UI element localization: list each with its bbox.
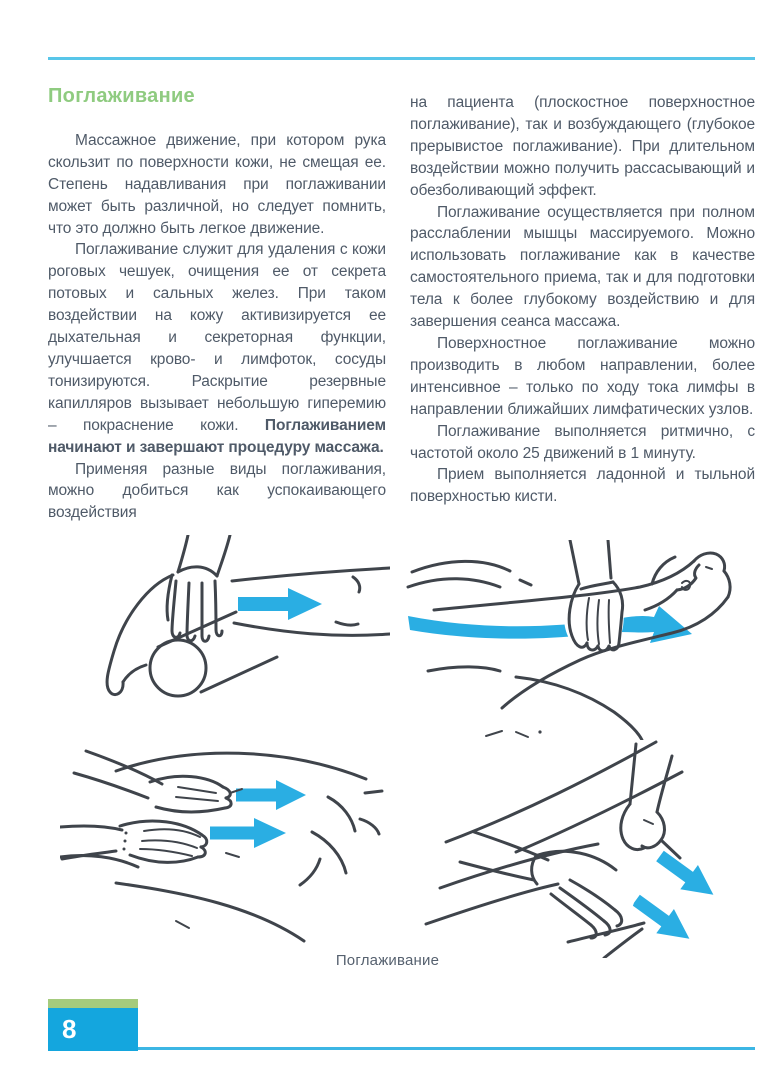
paragraph: Массажное движение, при котором рука скользит по поверхности кожи, не смещая ее. Степень надавливания при поглаживании может быть различной, но следует помнить, что это должно быть легкое движение.: [48, 131, 386, 237]
paragraph: Поглаживание осуществляется при полном расслаблении мышцы массируемого. Можно использовать поглаживание как в качестве самостоятельного приема, так и для подготовки тела к более глубокому воздействию и для завершения сеанса массажа.: [410, 203, 755, 331]
section-heading: Поглаживание: [48, 85, 195, 107]
paragraph: Применяя разные виды поглаживания, можно добиться как успокаивающего воздействия: [48, 460, 386, 522]
figure-caption: Поглаживание: [335, 952, 440, 969]
paragraph: [48, 239, 386, 458]
top-rule-line: [48, 57, 755, 60]
figure-back-stroke: [400, 540, 745, 740]
figure-leg-on-roller: [60, 535, 390, 720]
paragraph: Прием выполняется ладонной и тыльной поверхностью кисти.: [410, 466, 755, 506]
paragraph: Поглаживание выполняется ритмично, с частотой около 25 движений в 1 минуту.: [410, 422, 755, 462]
left-column: [48, 86, 386, 524]
paragraph: на пациента (плоскостное поверхностное поглаживание), так и возбуждающего (глубокое прерывистое поглаживание). При длительном воздействии можно получить рассасывающий и обезболивающий эффект.: [410, 94, 755, 199]
page-number-block: [48, 1008, 138, 1051]
footer-green-strip: [48, 999, 138, 1008]
figure-back-two-hands: [60, 735, 400, 955]
paragraph: Поверхностное поглаживание можно производить в любом направлении, более интенсивное – только по ходу тока лимфы в направлении ближайших лимфатических узлов.: [410, 334, 755, 418]
right-column: [410, 92, 755, 508]
figure-shin-two-hands: [420, 728, 750, 958]
footer-rule-line: [138, 1047, 755, 1050]
paragraph-bold-text: Поглаживанием начинают и завершают процедуру массажа.: [48, 416, 386, 456]
page-number: 8: [62, 1014, 77, 1044]
paragraph-text: Поглаживание служит для удаления с кожи роговых чешуек, очищения ее от секрета потовых и сальных желез. При таком воздействии на кожу активизируется ее дыхательная и секреторная функции, улучшается крово- и лимфоток, сосуды тонизируются. Раскрытие резервные капилляров вызывает небольшую гиперемию – покраснение кожи.: [48, 241, 386, 434]
